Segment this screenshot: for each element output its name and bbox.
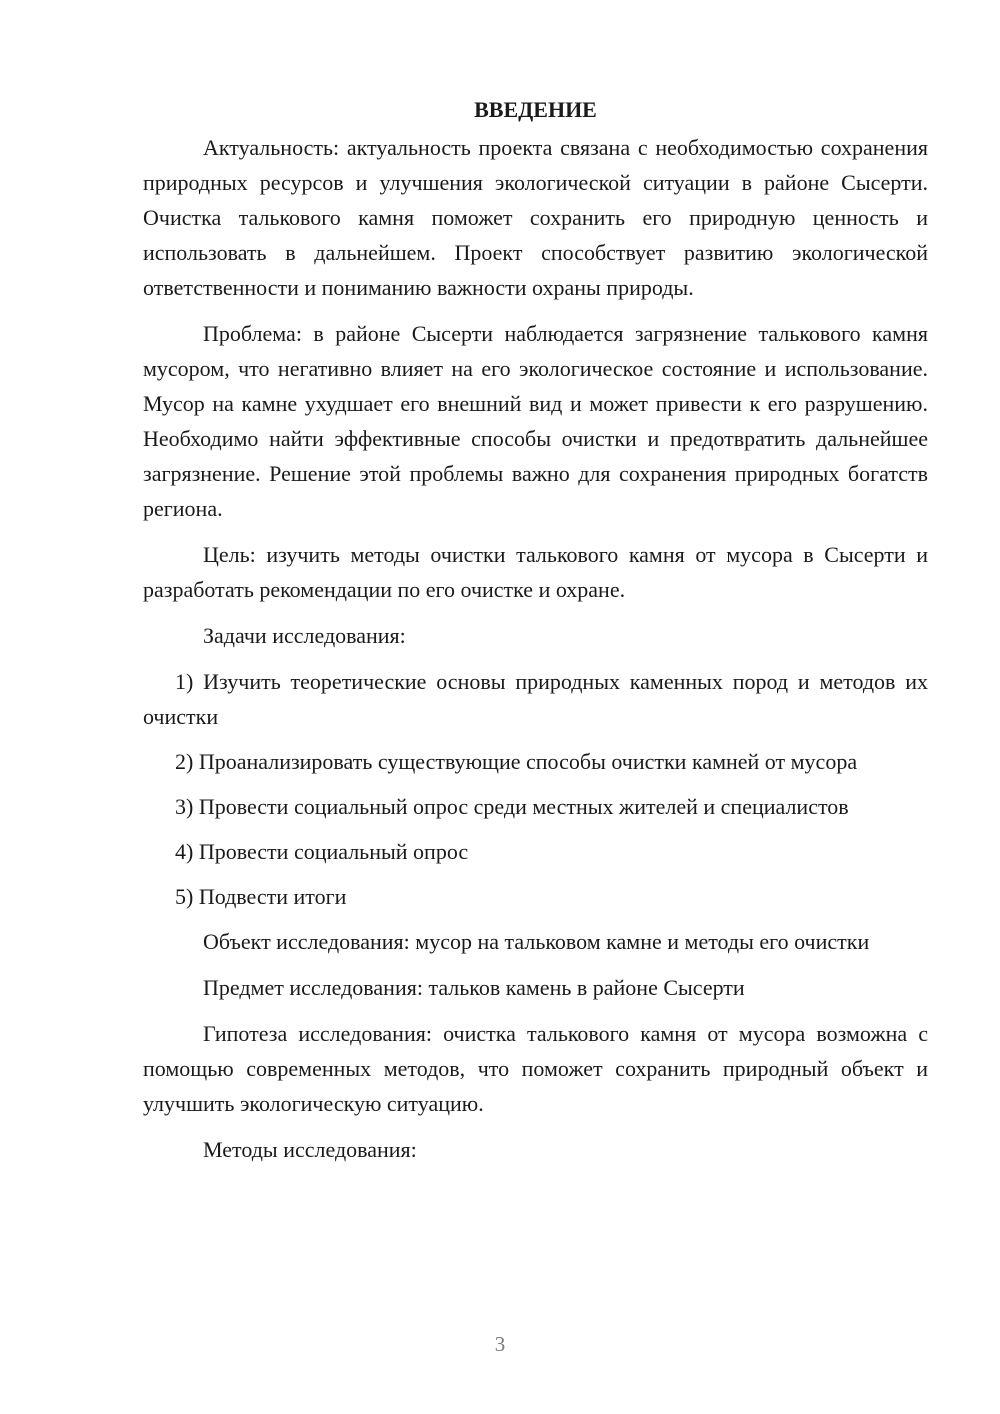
relevance-paragraph: Актуальность: актуальность проекта связана с необходимостью сохранения природных ресурсов и улучшения экологической ситуации в районе Сысерти. Очистка талькового камня поможет сохранить его природную ценность и использовать в дальнейшем. Проект способствует развитию экологической ответственности и пониманию важности охраны природы. [143,135,928,300]
task-item-3: 3) Провести социальный опрос среди местных жителей и специалистов [175,794,849,819]
page-number: 3 [494,1332,506,1356]
subject-paragraph: Предмет исследования: тальков камень в районе Сысерти [203,975,745,1000]
task-item-4: 4) Провести социальный опрос [175,839,469,864]
task-item-5: 5) Подвести итоги [175,884,347,909]
hypothesis-paragraph: Гипотеза исследования: очистка талькового камня от мусора возможна с помощью современных методов, что поможет сохранить природный объект и улучшить экологическую ситуацию. [143,1021,928,1116]
methods-title: Методы исследования: [203,1137,417,1162]
tasks-title: Задачи исследования: [203,623,406,648]
problem-paragraph: Проблема: в районе Сысерти наблюдается загрязнение талькового камня мусором, что негативно влияет на его экологическое состояние и использование. Мусор на камне ухудшает его внешний вид и может привести к его разрушению. Необходимо найти эффективные способы очистки и предотвратить дальнейшее загрязнение. Решение этой проблемы важно для сохранения природных богатств региона. [143,321,928,521]
goal-paragraph: Цель: изучить методы очистки талькового камня от мусора в Сысерти и разработать рекомендации по его очистке и охране. [143,542,928,602]
object-paragraph: Объект исследования: мусор на тальковом камне и методы его очистки [203,929,870,954]
task-item-2: 2) Проанализировать существующие способы очистки камней от мусора [175,749,858,774]
section-heading: ВВЕДЕНИЕ [474,97,597,122]
document-page [143,92,928,1178]
task-item-1: 1) Изучить теоретические основы природных каменных пород и методов их очистки [143,669,928,729]
